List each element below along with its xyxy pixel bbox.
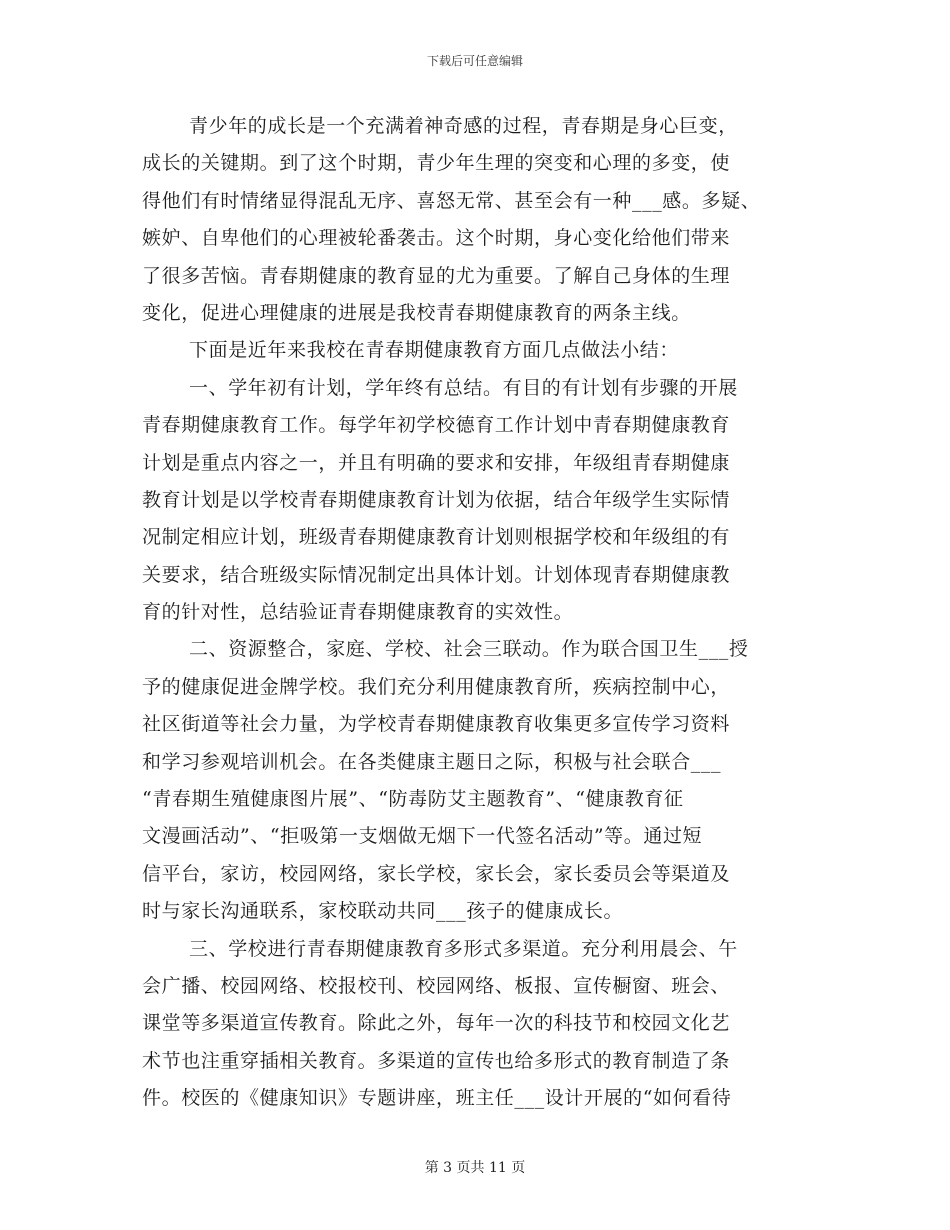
text-line: 时与家长沟通联系，家校联动共同___孩子的健康成长。: [142, 900, 624, 923]
text-line: 一、学年初有计划，学年终有总结。有目的有计划有步骤的开展: [189, 376, 738, 399]
text-line: 成长的关键期。到了这个时期，青少年生理的突变和心理的多变，使: [142, 152, 731, 175]
text-line: 会广播、校园网络、校报校刊、校园网络、板报、宣传橱窗、班会、: [142, 974, 731, 997]
text-line: 青少年的成长是一个充满着神奇感的过程，青春期是身心巨变，: [189, 115, 738, 137]
text-line: 得他们有时情绪显得混乱无序、喜怒无常、甚至会有一种___感。多疑、: [142, 189, 761, 212]
text-line: 二、资源整合，家庭、学校、社会三联动。作为联合国卫生___授: [189, 638, 749, 661]
text-line: 予的健康促进金牌学校。我们充分利用健康教育所，疾病控制中心，: [142, 675, 731, 698]
text-line: 社区街道等社会力量，为学校青春期健康教育收集更多宣传学习资料: [142, 713, 731, 736]
text-line: “青春期生殖健康图片展”、“防毒防艾主题教育”、“健康教育征: [142, 788, 684, 811]
document-body: [142, 108, 832, 1118]
text-line: 教育计划是以学校青春期健康教育计划为依据，结合年级学生实际情: [142, 488, 731, 511]
text-line: 关要求，结合班级实际情况制定出具体计划。计划体现青春期健康教: [142, 563, 731, 586]
text-line: 文漫画活动”、“拒吸第一支烟做无烟下一代签名活动”等。通过短: [142, 825, 703, 848]
text-line: 三、学校进行青春期健康教育多形式多渠道。充分利用晨会、午: [189, 937, 738, 960]
text-line: 计划是重点内容之一，并且有明确的要求和安排，年级组青春期健康: [142, 451, 731, 474]
text-line: 件。校医的《健康知识》专题讲座，班主任___设计开展的“如何看待: [142, 1087, 732, 1110]
text-line: 信平台，家访，校园网络，家长学校，家长会，家长委员会等渠道及: [142, 862, 731, 885]
text-line: 青春期健康教育工作。每学年初学校德育工作计划中青春期健康教育: [142, 414, 731, 437]
page-header: 下载后可任意编辑: [426, 54, 523, 68]
page-footer: 第 3 页共 11 页: [424, 1160, 526, 1176]
text-line: 了很多苦恼。青春期健康的教育显的尤为重要。了解自己身体的生理: [142, 264, 731, 287]
text-line: 课堂等多渠道宣传教育。除此之外，每年一次的科技节和校园文化艺: [142, 1012, 731, 1035]
text-line: 况制定相应计划，班级青春期健康教育计划则根据学校和年级组的有: [142, 526, 731, 549]
text-line: 变化，促进心理健康的进展是我校青春期健康教育的两条主线。: [142, 301, 691, 324]
text-line: 和学习参观培训机会。在各类健康主题日之际，积极与社会联合___: [142, 750, 722, 773]
text-line: 下面是近年来我校在青春期健康教育方面几点做法小结：: [189, 339, 680, 362]
text-line: 术节也注重穿插相关教育。多渠道的宣传也给多形式的教育制造了条: [142, 1049, 731, 1072]
text-line: 嫉妒、自卑他们的心理被轮番袭击。这个时期，身心变化给他们带来: [142, 227, 731, 250]
text-line: 育的针对性，总结验证青春期健康教育的实效性。: [142, 601, 574, 624]
